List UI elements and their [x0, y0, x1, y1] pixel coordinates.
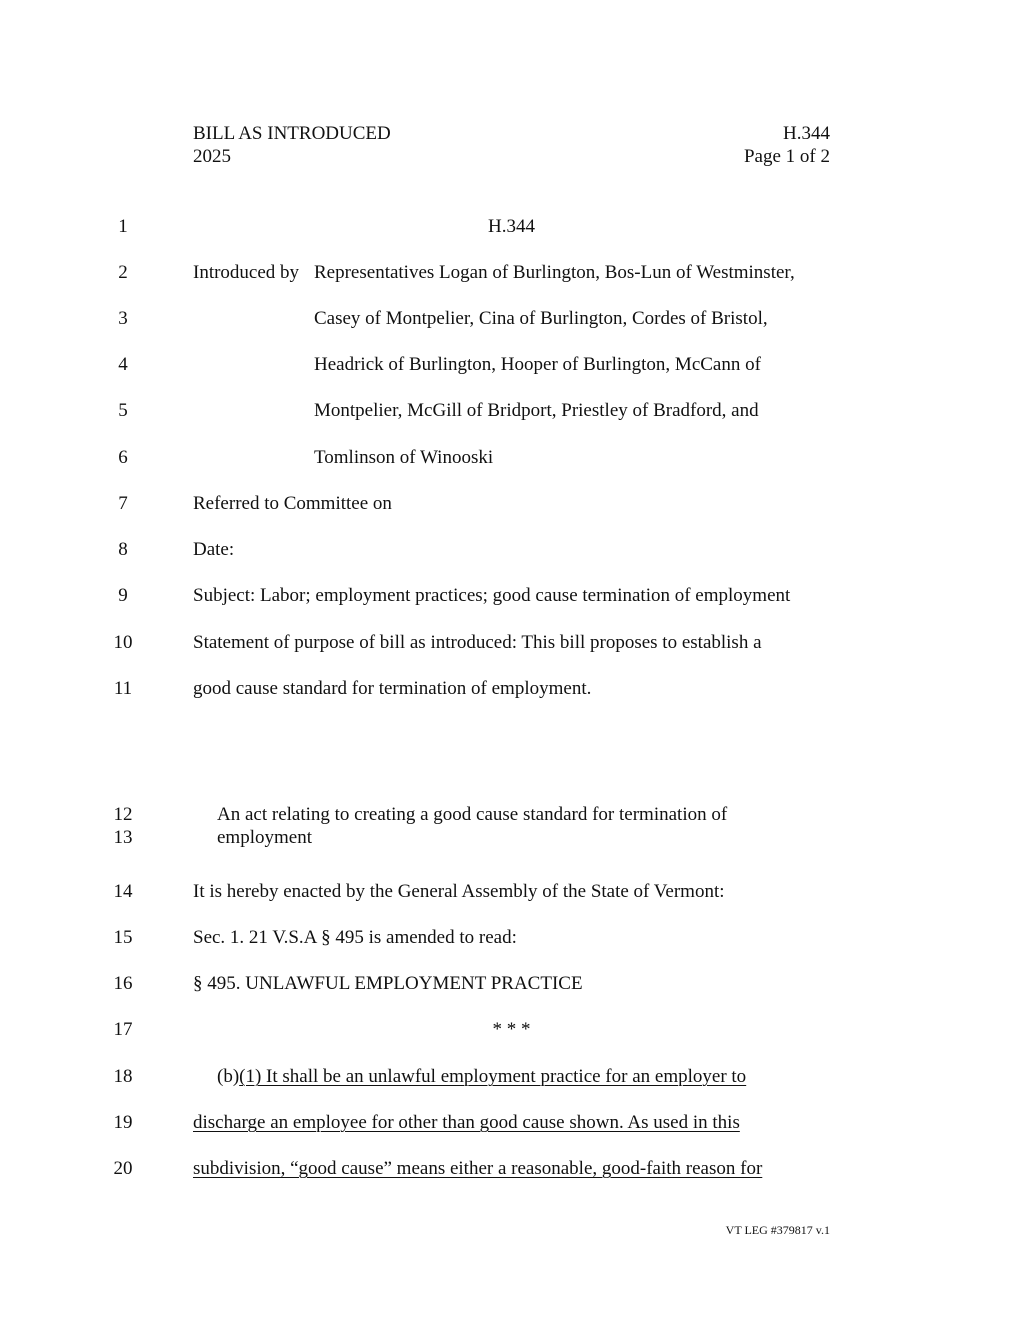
sponsor-line: Headrick of Burlington, Hooper of Burlington, McCann of — [314, 354, 761, 375]
sponsor-line: Tomlinson of Winooski — [314, 447, 494, 468]
enacting-clause: It is hereby enacted by the General Assembly of the State of Vermont: — [193, 881, 725, 902]
line-number: 5 — [118, 400, 128, 421]
amendment-line — [217, 1067, 746, 1086]
sponsor-line: Representatives Logan of Burlington, Bos-Lun of Westminster, — [314, 262, 795, 283]
section-one: Sec. 1. 21 V.S.A § 495 is amended to read: — [193, 927, 517, 948]
subject-line: Subject: Labor; employment practices; good cause termination of employment — [193, 585, 791, 606]
line-number: 16 — [113, 973, 133, 994]
act-title-line: An act relating to creating a good cause standard for termination of — [217, 804, 728, 825]
bill-status: BILL AS INTRODUCED — [193, 123, 391, 144]
inserted-text: subdivision, “good cause” means either a reasonable, good-faith reason for — [193, 1158, 763, 1179]
line-number: 3 — [118, 308, 128, 329]
line-number: 8 — [118, 539, 128, 560]
line-number: 10 — [113, 632, 133, 653]
bill-number: H.344 — [783, 123, 830, 144]
section-heading: § 495. UNLAWFUL EMPLOYMENT PRACTICE — [193, 973, 583, 994]
introduced-label: Introduced by — [193, 262, 300, 283]
line-number: 12 — [113, 804, 133, 825]
purpose-line: Statement of purpose of bill as introduced: This bill proposes to establish a — [193, 632, 762, 653]
omission-marker: * * * — [492, 1019, 531, 1040]
line-number: 14 — [113, 881, 133, 902]
document-title: H.344 — [488, 216, 535, 237]
amendment-prefix: (b) — [217, 1066, 240, 1087]
line-number: 7 — [118, 493, 128, 514]
line-number: 4 — [118, 354, 128, 375]
line-number: 2 — [118, 262, 128, 283]
line-number: 13 — [113, 827, 133, 848]
line-number: 1 — [118, 216, 128, 237]
bill-year: 2025 — [193, 146, 231, 167]
act-title-line: employment — [217, 827, 312, 848]
referred-to-committee: Referred to Committee on — [193, 493, 392, 514]
line-number: 20 — [113, 1158, 133, 1179]
line-number: 18 — [113, 1066, 133, 1087]
line-number: 11 — [113, 678, 133, 699]
line-number: 15 — [113, 927, 133, 948]
page-indicator: Page 1 of 2 — [743, 146, 830, 167]
line-number: 17 — [113, 1019, 133, 1040]
sponsor-line: Montpelier, McGill of Bridport, Priestley of Bradford, and — [314, 400, 759, 421]
inserted-text: (1) It shall be an unlawful employment practice for an employer to — [239, 1066, 747, 1087]
purpose-line: good cause standard for termination of employment. — [193, 678, 592, 699]
document-id: VT LEG #379817 v.1 — [725, 1223, 830, 1237]
line-number: 19 — [113, 1112, 133, 1133]
line-number: 9 — [118, 585, 128, 606]
line-number: 6 — [118, 447, 128, 468]
inserted-text: discharge an employee for other than good cause shown. As used in this — [193, 1112, 740, 1133]
sponsor-line: Casey of Montpelier, Cina of Burlington, Cordes of Bristol, — [314, 308, 768, 329]
date-field: Date: — [193, 539, 235, 560]
